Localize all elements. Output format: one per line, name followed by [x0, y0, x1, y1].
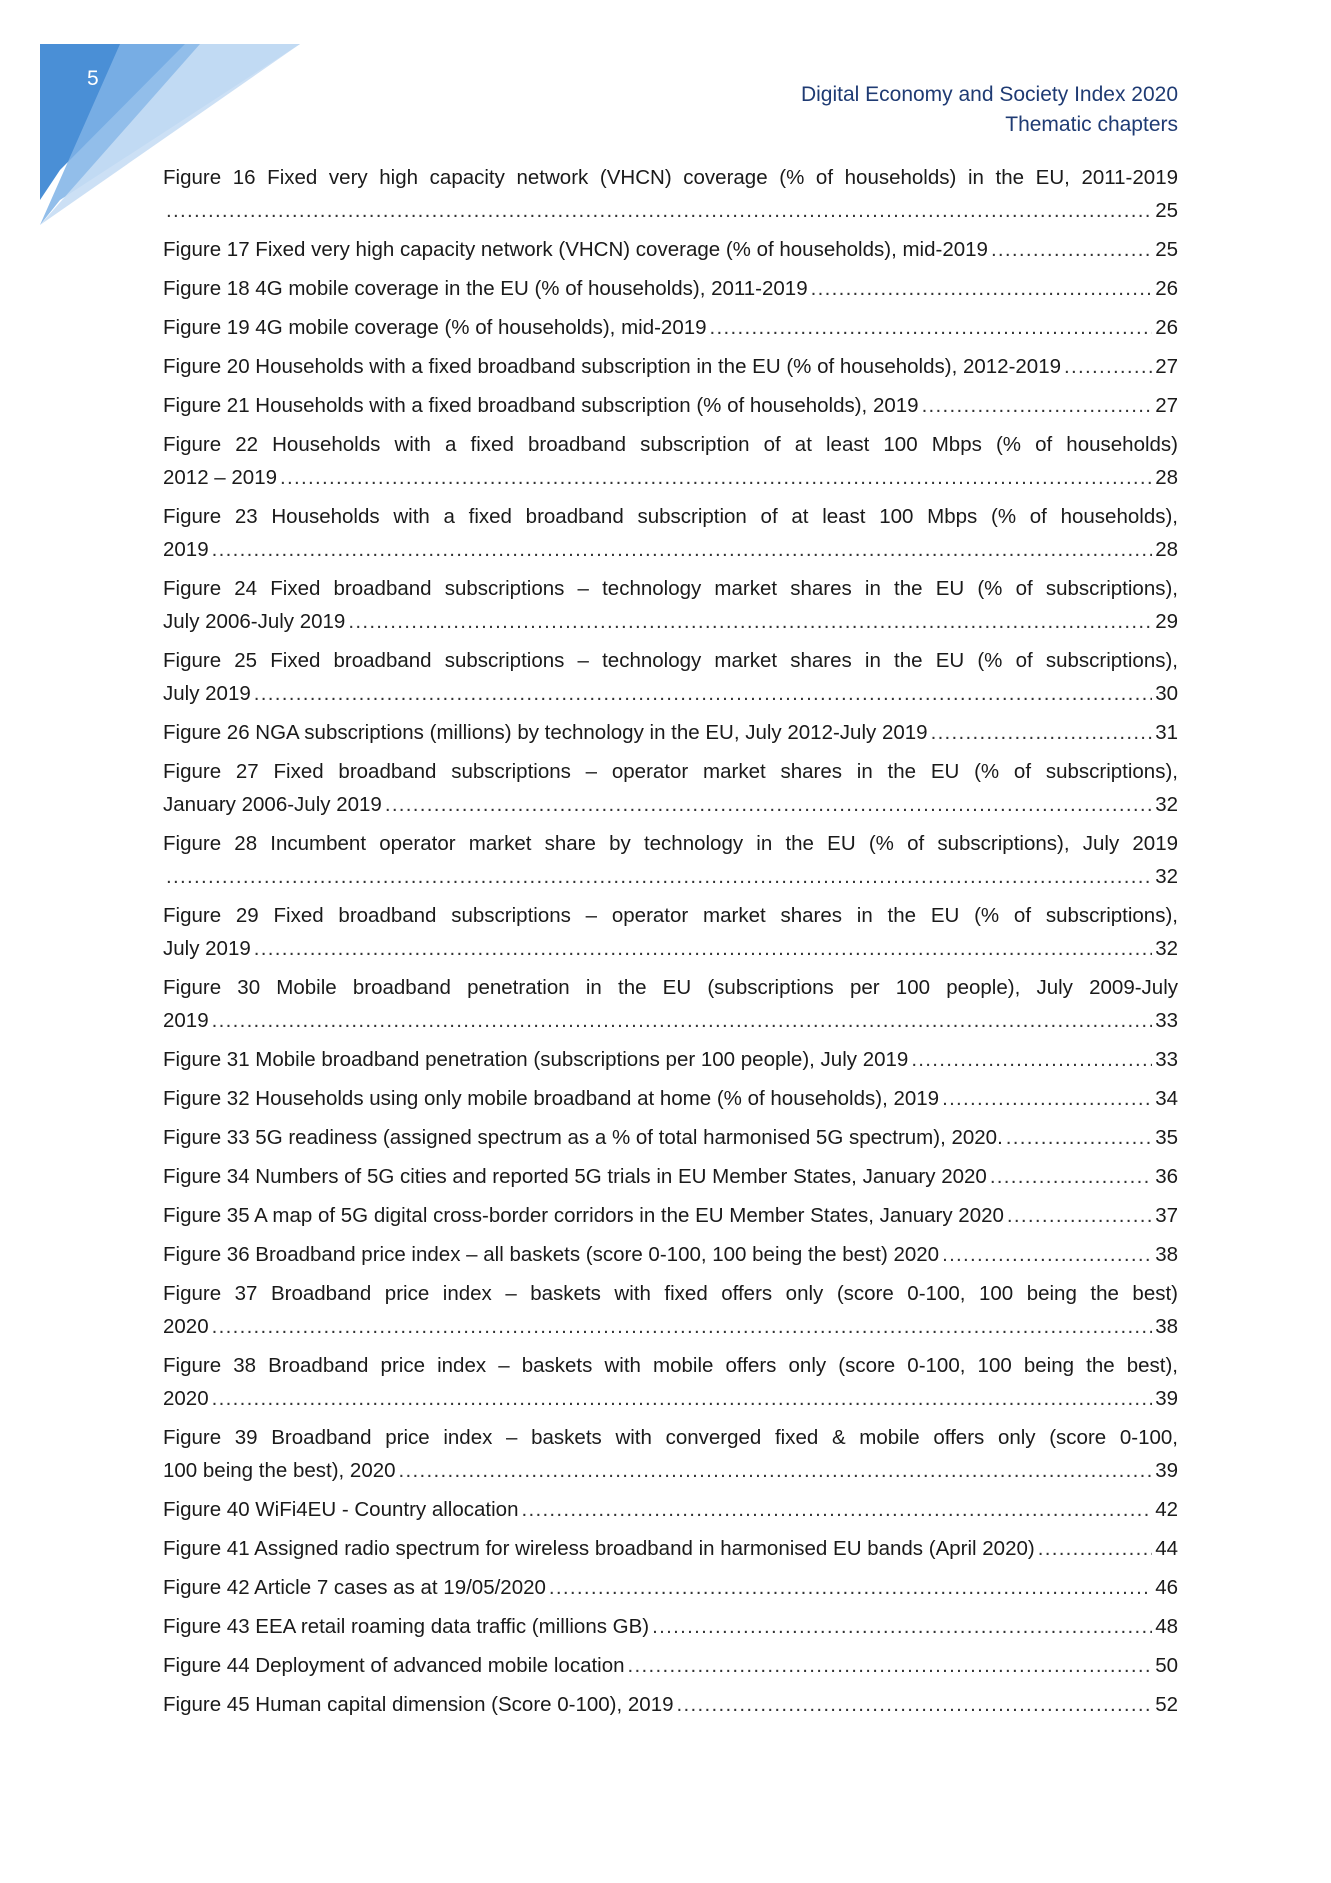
dot-leader — [1006, 1121, 1152, 1154]
toc-entry[interactable] — [163, 644, 1178, 710]
dot-leader — [990, 1160, 1152, 1193]
toc-entry-continuation: July 2019 — [163, 682, 251, 705]
toc-entry[interactable] — [163, 755, 1178, 821]
toc-page-number: 36 — [1155, 1165, 1178, 1188]
toc-entry-title: Figure 43 EEA retail roaming data traffic (millions GB) — [163, 1615, 650, 1638]
dot-leader — [942, 1082, 1152, 1115]
dot-leader — [212, 1004, 1153, 1037]
toc-entry[interactable] — [163, 827, 1178, 893]
dot-leader — [212, 533, 1153, 566]
toc-entry[interactable] — [163, 161, 1178, 227]
toc-entry[interactable] — [163, 1610, 1178, 1643]
dot-leader — [280, 461, 1152, 494]
toc-entry[interactable] — [163, 272, 1178, 305]
toc-page-number: 34 — [1155, 1087, 1178, 1110]
toc-entry-title: Figure 21 Households with a fixed broadband subscription (% of households), 2019 — [163, 394, 919, 417]
toc-entry[interactable] — [163, 350, 1178, 383]
toc-entry[interactable] — [163, 971, 1178, 1037]
toc-entry[interactable] — [163, 1199, 1178, 1232]
toc-entry-continuation: January 2006-July 2019 — [163, 793, 382, 816]
toc-entry-title: Figure 31 Mobile broadband penetration (subscriptions per 100 people), July 2019 — [163, 1048, 909, 1071]
toc-entry-title: Figure 23 Households with a fixed broadband subscription of at least 100 Mbps (% of households), — [163, 505, 1178, 528]
toc-page-number: 44 — [1155, 1537, 1178, 1560]
toc-entry-continuation: 2020 — [163, 1387, 209, 1410]
toc-entry[interactable] — [163, 1688, 1178, 1721]
toc-page-number: 38 — [1155, 1243, 1178, 1266]
dot-leader — [942, 1238, 1152, 1271]
dot-leader — [911, 1043, 1152, 1076]
toc-entry[interactable] — [163, 572, 1178, 638]
dot-leader — [931, 716, 1153, 749]
toc-page-number: 32 — [1155, 865, 1178, 888]
toc-entry-title: Figure 44 Deployment of advanced mobile location — [163, 1654, 625, 1677]
toc-entry-title: Figure 35 A map of 5G digital cross-border corridors in the EU Member States, January 2020 — [163, 1204, 1004, 1227]
toc-page-number: 25 — [1155, 199, 1178, 222]
toc-page-number: 32 — [1155, 793, 1178, 816]
toc-entry-title: Figure 45 Human capital dimension (Score 0-100), 2019 — [163, 1693, 674, 1716]
toc-page-number: 50 — [1155, 1654, 1178, 1677]
toc-page-number: 28 — [1155, 466, 1178, 489]
dot-leader — [811, 272, 1153, 305]
toc-entry-title: Figure 17 Fixed very high capacity network (VHCN) coverage (% of households), mid-2019 — [163, 238, 988, 261]
toc-page-number: 33 — [1155, 1009, 1178, 1032]
dot-leader — [212, 1382, 1153, 1415]
toc-entry[interactable] — [163, 716, 1178, 749]
toc-page-number: 27 — [1155, 355, 1178, 378]
toc-entry-continuation: 100 being the best), 2020 — [163, 1459, 396, 1482]
dot-leader — [348, 605, 1152, 638]
toc-entry-continuation: 2020 — [163, 1315, 209, 1338]
toc-entry-continuation: 2019 — [163, 1009, 209, 1032]
toc-entry[interactable] — [163, 1238, 1178, 1271]
toc-entry-title: Figure 32 Households using only mobile broadband at home (% of households), 2019 — [163, 1087, 940, 1110]
toc-entry-title: Figure 25 Fixed broadband subscriptions – technology market shares in the EU (% of subscriptions), — [163, 649, 1178, 672]
toc-entry-title: Figure 41 Assigned radio spectrum for wireless broadband in harmonised EU bands (April 2020) — [163, 1537, 1035, 1560]
dot-leader — [1064, 350, 1152, 383]
toc-entry-title: Figure 16 Fixed very high capacity network (VHCN) coverage (% of households) in the EU, 2011-2019 — [163, 166, 1178, 189]
toc-entry-title: Figure 40 WiFi4EU - Country allocation — [163, 1498, 519, 1521]
toc-entry-title: Figure 38 Broadband price index – baskets with mobile offers only (score 0-100, 100 being the best), — [163, 1354, 1178, 1377]
toc-entry[interactable] — [163, 1043, 1178, 1076]
dot-leader — [254, 677, 1152, 710]
dot-leader — [212, 1310, 1153, 1343]
dot-leader — [922, 389, 1153, 422]
toc-entry[interactable] — [163, 1160, 1178, 1193]
dot-leader — [166, 194, 1152, 227]
toc-entry[interactable] — [163, 233, 1178, 266]
dot-leader — [399, 1454, 1153, 1487]
toc-page-number: 31 — [1155, 721, 1178, 744]
dot-leader — [385, 788, 1152, 821]
toc-page-number: 25 — [1155, 238, 1178, 261]
page-number: 5 — [87, 67, 99, 90]
dot-leader — [549, 1571, 1152, 1604]
dot-leader — [652, 1610, 1152, 1643]
toc-entry-title: Figure 36 Broadband price index – all baskets (score 0-100, 100 being the best) 2020 — [163, 1243, 940, 1266]
toc-page-number: 48 — [1155, 1615, 1178, 1638]
toc-entry-title: Figure 19 4G mobile coverage (% of households), mid-2019 — [163, 316, 707, 339]
toc-entry[interactable] — [163, 1421, 1178, 1487]
toc-entry-continuation: 2019 — [163, 538, 209, 561]
toc-page-number: 46 — [1155, 1576, 1178, 1599]
toc-page-number: 39 — [1155, 1387, 1178, 1410]
document-header — [801, 80, 1178, 140]
dot-leader — [1038, 1532, 1152, 1565]
toc-page-number: 42 — [1155, 1498, 1178, 1521]
toc-entry-title: Figure 42 Article 7 cases as at 19/05/2020 — [163, 1576, 546, 1599]
toc-entry-title: Figure 37 Broadband price index – baskets with fixed offers only (score 0-100, 100 being the best) — [163, 1282, 1178, 1305]
toc-entry[interactable] — [163, 428, 1178, 494]
toc-entry-title: Figure 22 Households with a fixed broadband subscription of at least 100 Mbps (% of households) — [163, 433, 1178, 456]
dot-leader — [166, 860, 1152, 893]
toc-entry[interactable] — [163, 1532, 1178, 1565]
dot-leader — [991, 233, 1152, 266]
toc-entry-continuation: July 2019 — [163, 937, 251, 960]
dot-leader — [628, 1649, 1153, 1682]
toc-page-number: 32 — [1155, 937, 1178, 960]
toc-page-number: 35 — [1155, 1126, 1178, 1149]
toc-page-number: 30 — [1155, 682, 1178, 705]
toc-entry-title: Figure 28 Incumbent operator market share by technology in the EU (% of subscriptions), July 2019 — [163, 832, 1178, 855]
dot-leader — [254, 932, 1152, 965]
toc-entry-title: Figure 27 Fixed broadband subscriptions – operator market shares in the EU (% of subscriptions), — [163, 760, 1178, 783]
toc-entry[interactable] — [163, 1649, 1178, 1682]
toc-entry[interactable] — [163, 1082, 1178, 1115]
toc-entry-title: Figure 30 Mobile broadband penetration in the EU (subscriptions per 100 people), July 2009-July — [163, 976, 1178, 999]
toc-entry-title: Figure 26 NGA subscriptions (millions) by technology in the EU, July 2012-July 2019 — [163, 721, 928, 744]
toc-page-number: 38 — [1155, 1315, 1178, 1338]
dot-leader — [521, 1493, 1152, 1526]
toc-page-number: 26 — [1155, 277, 1178, 300]
toc-page-number: 52 — [1155, 1693, 1178, 1716]
toc-entry[interactable] — [163, 1493, 1178, 1526]
toc-entry[interactable] — [163, 1277, 1178, 1343]
toc-page-number: 27 — [1155, 394, 1178, 417]
document-section: Thematic chapters — [1005, 113, 1178, 136]
toc-entry-continuation: 2012 – 2019 — [163, 466, 278, 489]
dot-leader — [677, 1688, 1153, 1721]
toc-entry-continuation: July 2006-July 2019 — [163, 610, 346, 633]
toc-entry[interactable] — [163, 899, 1178, 965]
toc-entry-title: Figure 24 Fixed broadband subscriptions – technology market shares in the EU (% of subscriptions), — [163, 577, 1178, 600]
document-title: Digital Economy and Society Index 2020 — [800, 83, 1178, 106]
toc-entry[interactable] — [163, 389, 1178, 422]
toc-entry[interactable] — [163, 1571, 1178, 1604]
toc-page-number: 33 — [1155, 1048, 1178, 1071]
toc-entry-title: Figure 39 Broadband price index – baskets with converged fixed & mobile offers only (score 0-100, — [163, 1426, 1178, 1449]
table-of-figures — [163, 161, 1178, 1727]
toc-entry[interactable] — [163, 1349, 1178, 1415]
dot-leader — [710, 311, 1153, 344]
dot-leader — [1007, 1199, 1152, 1232]
toc-entry-title: Figure 20 Households with a fixed broadband subscription in the EU (% of households), 2012-2019 — [163, 355, 1061, 378]
toc-entry[interactable] — [163, 1121, 1178, 1154]
toc-entry-title: Figure 18 4G mobile coverage in the EU (% of households), 2011-2019 — [163, 277, 808, 300]
toc-entry-title: Figure 29 Fixed broadband subscriptions – operator market shares in the EU (% of subscriptions), — [163, 904, 1178, 927]
toc-entry-title: Figure 33 5G readiness (assigned spectrum as a % of total harmonised 5G spectrum), 2020. — [163, 1126, 1003, 1149]
toc-entry[interactable] — [163, 311, 1178, 344]
toc-page-number: 29 — [1155, 610, 1178, 633]
toc-page-number: 26 — [1155, 316, 1178, 339]
toc-entry[interactable] — [163, 500, 1178, 566]
toc-page-number: 37 — [1155, 1204, 1178, 1227]
toc-page-number: 28 — [1155, 538, 1178, 561]
toc-page-number: 39 — [1155, 1459, 1178, 1482]
toc-entry-title: Figure 34 Numbers of 5G cities and reported 5G trials in EU Member States, January 2020 — [163, 1165, 987, 1188]
